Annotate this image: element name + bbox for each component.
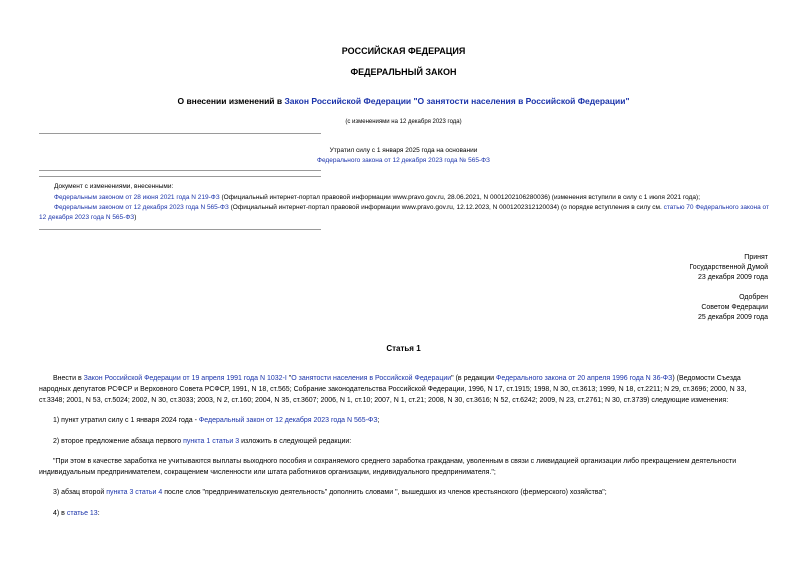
article-70-link[interactable]: статью 70 Федерального закона от 12 декабря 2023 года N 565-ФЗ xyxy=(39,204,770,221)
law-36fz-link[interactable]: Федерального закона от 20 апреля 1996 года N 36-ФЗ xyxy=(496,375,673,382)
document-type-heading: ФЕДЕРАЛЬНЫЙ ЗАКОН xyxy=(350,67,457,77)
amendment-link-565fz[interactable]: Федеральным законом от 12 декабря 2023 года N 565-ФЗ xyxy=(54,204,229,211)
quoted-text: "При этом в качестве заработка не учитываются выплаты выходного пособия и сохраняемого среднего заработка гражданам, уволенным в связи с ликвидацией организации либо прекращением деятельности индивидуальным предпринимателем, сокращением численности или штата работников организации, индивидуального предпринимателя."; xyxy=(39,458,737,476)
article-paragraph-1: Внести в Закон Российской Федерации от 19 апреля 1991 года N 1032-I "О занятости населения в Российской Федерации" (в редакции Федерального закона от 20 апреля 1996 года N 36-ФЗ) (Ведомости Съезда народных депутатов РСФСР и Верховного Совета РСФСР, 1991, N 18, ст.565; Собрание законодательства Российской Федерации, 1996, N 17, ст.1915; 1998, N 30, ст.3613; 1999, N 18, ст.2211; N 29, ст.3696; 2000, N 33, ст.3348; 2001, N 53, ст.5024; 2002, N 30, ст.3033; 2003, N 2, ст.160; 2004, N 35, ст.3607; 2006, N 1, ст.10; 2007, N 1, ст.21; 2008, N 30, ст.3616; N 52, ст.6242; 2009, N 23, ст.2761; N 30, ст.3739) следующие изменения: xyxy=(39,375,747,404)
law-565fz-link[interactable]: Федеральный закон от 12 декабря 2023 года N 565-ФЗ xyxy=(198,417,378,424)
law-link[interactable]: Закон Российской Федерации "О занятости населения в Российской Федерации" xyxy=(284,96,630,106)
divider xyxy=(39,229,321,230)
law-1032-link[interactable]: Закон Российской Федерации от 19 апреля 1991 года N 1032-I xyxy=(83,375,287,382)
changes-item-1: Федеральным законом от 28 июня 2021 года N 219-ФЗ (Официальный интернет-портал правовой информации www.pravo.gov.ru, 28.06.2021, N 0001202106280036) (изменения вступили в силу с 1 июля 2021 года); xyxy=(54,194,701,201)
changes-item-2: Федеральным законом от 12 декабря 2023 года N 565-ФЗ (Официальный интернет-портал правовой информации www.pravo.gov.ru, 12.12.2023, N 0001202312120034) (о порядке вступления в силу см. статью 70 Федерального закона от 12 декабря 2023 года N 565-ФЗ) xyxy=(39,204,770,221)
repeal-note: Утратил силу с 1 января 2025 года на основании xyxy=(329,147,478,154)
article-item-2: 2) второе предложение абзаца первого пункта 1 статьи 3 изложить в следующей редакции: xyxy=(53,438,352,445)
article-item-4: 4) в статье 13: xyxy=(53,510,100,517)
article-3-link[interactable]: пункта 1 статьи 3 xyxy=(183,438,240,445)
divider xyxy=(39,176,321,177)
article-item-1: 1) пункт утратил силу с 1 января 2024 года - Федеральный закон от 12 декабря 2023 года N 565-ФЗ; xyxy=(53,417,380,424)
council-approval: Одобрен Советом Федерации 25 декабря 2009 года xyxy=(697,294,768,321)
repeal-basis xyxy=(0,156,807,166)
country-heading: РОССИЙСКАЯ ФЕДЕРАЦИЯ xyxy=(341,46,466,56)
employment-law-link[interactable]: О занятости населения в Российской Федерации xyxy=(291,375,452,382)
title-prefix: О внесении изменений в xyxy=(177,96,285,106)
divider xyxy=(39,133,321,134)
duma-adoption: Принят Государственной Думой 23 декабря 2009 года xyxy=(689,254,768,281)
repeal-law-link[interactable]: Федерального закона от 12 декабря 2023 года № 565-ФЗ xyxy=(317,157,490,164)
document-title xyxy=(0,96,807,106)
article-4-link[interactable]: пункта 3 статьи 4 xyxy=(106,489,163,496)
article-title: Статья 1 xyxy=(386,344,421,353)
changes-heading: Документ с изменениями, внесенными: xyxy=(54,183,174,190)
divider xyxy=(39,170,321,171)
article-13-link[interactable]: статье 13 xyxy=(66,510,98,517)
edition-note: (с изменениями на 12 декабря 2023 года) xyxy=(345,119,462,125)
article-item-3: 3) абзац второй пункта 3 статьи 4 после слов "предпринимательскую деятельность" дополнить словами ", вышедших из членов крестьянского (фермерского) хозяйства"; xyxy=(53,489,607,496)
amendment-link-219fz[interactable]: Федеральным законом от 28 июня 2021 года N 219-ФЗ xyxy=(54,194,220,201)
